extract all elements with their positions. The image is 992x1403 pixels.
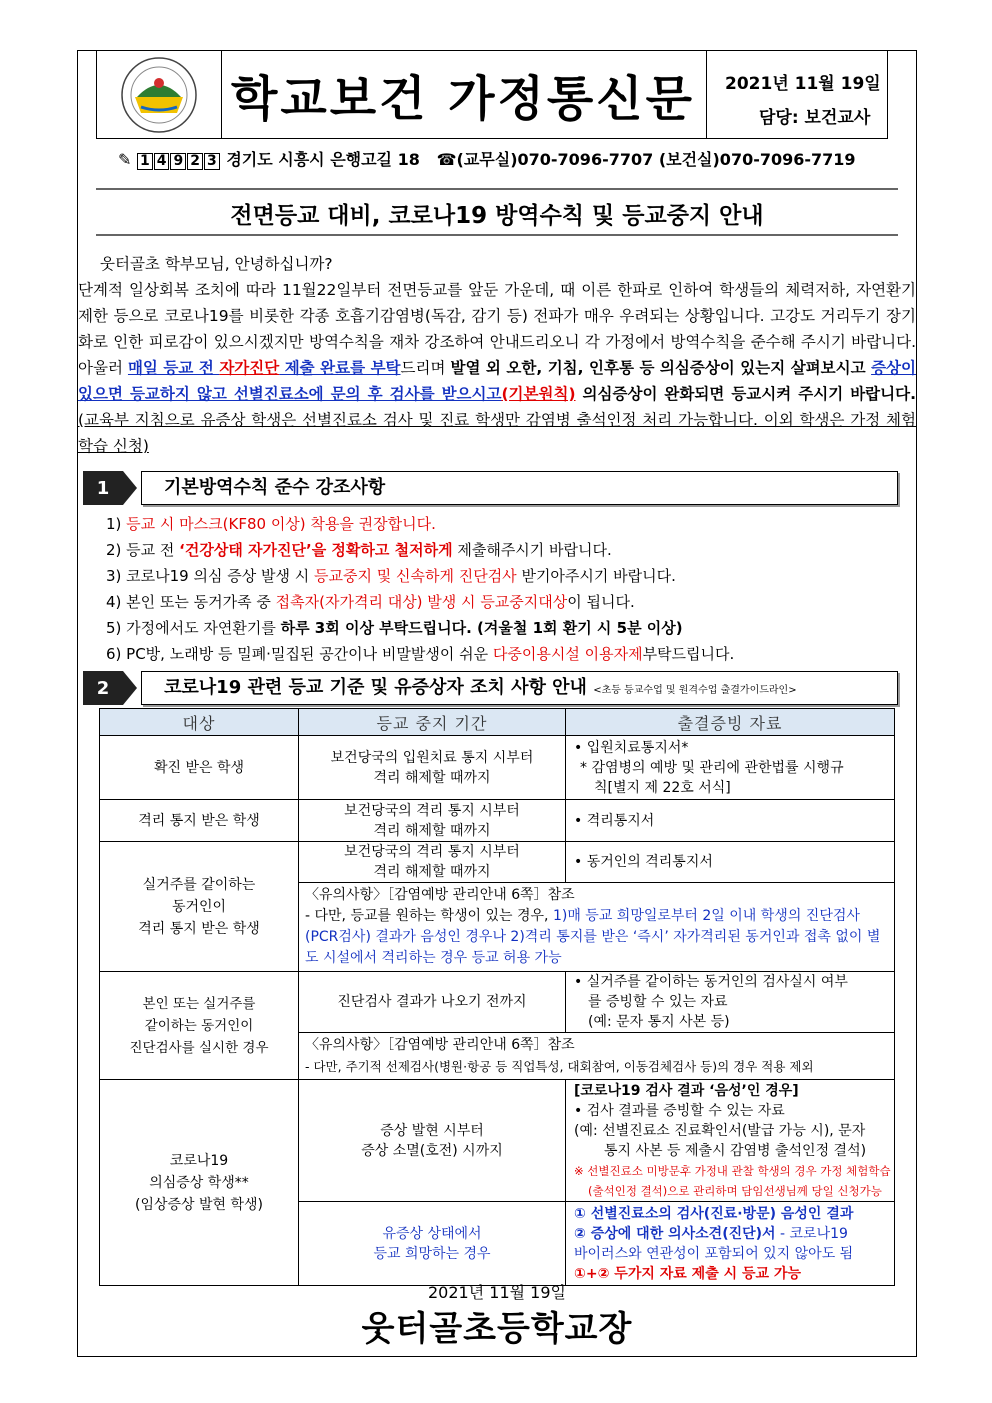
evidence-cell: • 입원치료통지서* * 감염병의 예방 및 관리에 관한법률 시행규 칙[별지 제 22호 서식] [566,736,895,800]
intro-emph-3: 제출 완료를 부탁 [279,359,401,377]
divider [96,188,898,190]
rules-list [106,511,734,667]
period-cell: 유증상 상태에서 등교 희망하는 경우 [299,1202,566,1286]
arrow-icon [123,671,137,705]
phone-icon: ✎ [118,150,132,169]
zip-digit: 4 [154,153,170,170]
target-cell: 확진 받은 학생 [100,736,299,800]
newsletter-title-box [220,51,706,139]
zip-digit: 1 [137,153,153,170]
principal-signature: 웃터골초등학교장 [361,1309,633,1349]
section-number: 2 [83,671,123,705]
evidence-cell: • 격리통지서 [566,800,895,842]
attendance-table [99,708,895,1286]
school-phone: ☎(교무실)070-7096-7707 (보건실)070-7096-7719 [436,150,856,169]
target-cell: 실거주를 같이하는 동거인이 격리 통지 받은 학생 [100,842,299,972]
intro-text [78,251,916,459]
intro-note: (교육부 지침으로 유증상 학생은 선별진료소 검사 및 진료 학생만 감염병 출석인정 처리 가능합니다. 이외 학생은 가정 체험학습 신청) [78,411,916,455]
greeting: 웃터골초 학부모님, 안녕하십니까? [100,255,333,273]
section-title: 코로나19 관련 등교 기준 및 유증상자 조치 사항 안내 <초등 등교수업 및 원격수업 출결가이드라인> [141,671,898,705]
target-cell: 본인 또는 실거주를 같이하는 동거인이 진단검사를 실시한 경우 [100,972,299,1080]
section-number: 1 [83,471,123,505]
period-cell: 증상 발현 시부터 증상 소멸(호전) 시까지 [299,1080,566,1202]
table-row [100,842,895,883]
newsletter-title: 학교보건 가정통신문 [230,71,696,127]
intro-emph-6: (기본원칙) [501,385,576,403]
target-cell: 코로나19 의심증상 학생** (임상증상 발현 학생) [100,1080,299,1286]
period-cell: 보건당국의 격리 통지 시부터 격리 해제할 때까지 [299,800,566,842]
period-cell: 보건당국의 입원치료 통지 시부터 격리 해제할 때까지 [299,736,566,800]
evidence-cell: • 동거인의 격리통지서 [566,842,895,883]
school-address: 경기도 시흥시 은행고길 18 [226,150,420,169]
rule-item: 2) 등교 전 ‘건강상태 자가진단’을 정확하고 철저하게 제출해주시기 바랍니다. [106,541,612,559]
col-header: 대상 [100,709,299,736]
period-cell: 보건당국의 격리 통지 시부터 격리 해제할 때까지 [299,842,566,883]
rule-item: 5) 가정에서도 자연환기를 하루 3회 이상 부탁드립니다. (겨울철 1회 환기 시 5분 이상) [106,619,683,637]
note-cell: 〈유의사항〉［감염예방 관리안내 6쪽］참조 - 다만, 주기적 선제검사(병원·항공 등 직업특성, 대회참여, 이동검체검사 등)의 경우 적용 제외 [299,1033,895,1080]
rule-item: 6) PC방, 노래방 등 밀폐·밀집된 공간이나 비말발생이 쉬운 다중이용시설 이용자제부탁드립니다. [106,645,735,663]
newsletter-page [77,50,917,1357]
footer-date: 2021년 11월 19일 [428,1283,566,1302]
divider [96,234,898,236]
intro-emph-4: 발열 외 오한, 기침, 인후통 등 의심증상이 있는지 살펴보시고 [450,359,872,377]
target-cell: 격리 통지 받은 학생 [100,800,299,842]
intro-text-1: 단계적 일상회복 조치에 따라 11월22일부터 전면등교를 앞둔 가운데, 때 이른 한파로 인하여 학생들의 체력저하, 자연환기 제한 등으로 코로나19를 비롯한 각종 호흡기감염병(독감, 감기 등) 전파가 매우 우려되는 상황입니다. 고강도 거리두기 장기화로 인한 피로감이 있으시겠지만 방역수칙을 재차 강조하여 안내드리오니 각 가정에서 방역수칙을 준수해 주시기 바랍니다. 아울러 [78,281,916,377]
table-header [100,709,895,736]
col-header: 등교 중지 기간 [299,709,566,736]
intro-text-2: 드리며 [400,359,451,377]
intro-paragraph [78,277,916,459]
address-line [118,147,856,170]
table-row [100,972,895,1033]
rule-item: 4) 본인 또는 동거가족 중 접촉자(자가격리 대상) 발생 시 등교중지대상이 됩니다. [106,593,635,611]
note-cell: 〈유의사항〉［감염예방 관리안내 6쪽］참조 - 다만, 등교를 원하는 학생이 있는 경우, 1)매 등교 희망일로부터 2일 이내 학생의 진단검사(PCR검사) 결과가 음성인 경우나 2)격리 통지를 받은 ‘즉시’ 자가격리된 동거인과 접촉 없이 별도 시설에서 격리하는 경우 등교 허용 가능 [299,883,895,972]
zip-digit: 3 [204,153,220,170]
section-1-heading [83,471,898,505]
section-title: 기본방역수칙 준수 강조사항 [141,471,898,505]
rule-item: 3) 코로나19 의심 증상 발생 시 등교중지 및 신속하게 진단검사 받기아주시기 바랍니다. [106,567,676,585]
evidence-cell: ① 선별진료소의 검사(진료·방문) 음성인 결과 ② 증상에 대한 의사소견(진단)서 - 코로나19 바이러스와 연관성이 포함되어 있지 않아도 됨 ①+② 두가지 자료 제출 시 등교 가능 [566,1202,895,1286]
col-header: 출결증빙 자료 [566,709,895,736]
evidence-cell: [코로나19 검사 결과 ‘음성’인 경우] • 검사 결과를 증빙할 수 있는 자료 (예: 선별진료소 진료확인서(발급 가능 시), 문자 통지 사본 등 제출시 감염병 출석인정 결석) ※ 선별진료소 미방문후 가정내 관찰 학생의 경우 가정 체험학습 (출석인정 결석)으로 관리하며 담임선생님께 당일 신청가능 [566,1080,895,1202]
zip-digit: 9 [170,153,186,170]
zip-digit: 2 [187,153,203,170]
school-logo [96,51,222,139]
notice-subtitle: 전면등교 대비, 코로나19 방역수칙 및 등교중지 안내 [230,203,764,229]
intro-emph-7: 의심증상이 완화되면 등교시켜 주시기 바랍니다. [575,385,916,403]
arrow-icon [123,471,137,505]
header [96,51,914,141]
table-row [100,800,895,842]
table-row [100,736,895,800]
table-row [100,1080,895,1202]
issue-date: 2021년 11월 19일 [725,74,881,94]
intro-emph-5: 증상이 있으면 등교하지 않고 선별진료소에 문의 후 검사를 받으시고 [78,359,916,403]
section-2-heading [83,671,898,705]
date-box [706,51,888,139]
intro-emph-1: 매일 등교 전 [127,359,220,377]
evidence-cell: • 실거주를 같이하는 동거인의 검사실시 여부 를 증빙할 수 있는 자료 (예: 문자 통지 사본 등) [566,972,895,1033]
period-cell: 진단검사 결과가 나오기 전까지 [299,972,566,1033]
intro-emph-2: 자가진단 [219,359,280,377]
person-in-charge: 담당: 보건교사 [759,108,871,128]
rule-item: 1) 등교 시 마스크(KF80 이상) 착용을 권장합니다. [106,515,436,533]
